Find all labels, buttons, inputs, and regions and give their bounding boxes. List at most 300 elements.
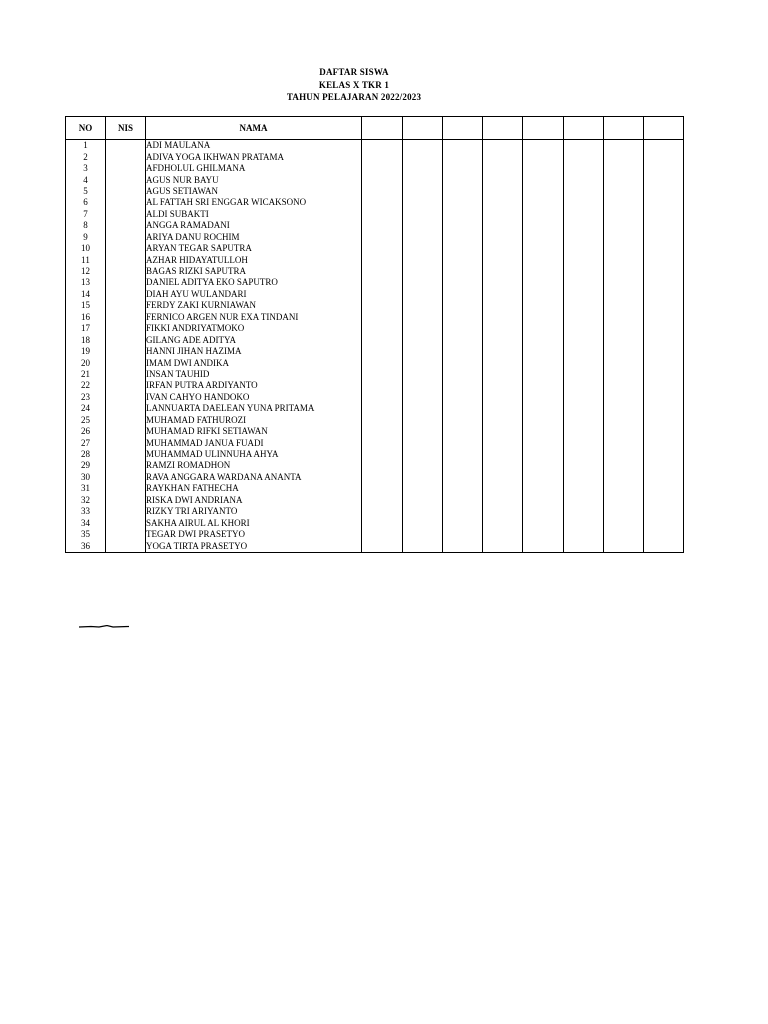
- row-blank-cell: [362, 369, 403, 380]
- row-student-name: MUHAMMAD ULINNUHA AHYA: [146, 449, 362, 460]
- row-blank-cell: [443, 186, 483, 197]
- row-blank-cell: [362, 209, 403, 220]
- row-blank-cell: [644, 483, 684, 494]
- row-number: 8: [66, 220, 106, 231]
- row-nis: [106, 209, 146, 220]
- row-blank-cell: [644, 323, 684, 334]
- row-blank-cell: [483, 529, 523, 540]
- row-number: 5: [66, 186, 106, 197]
- row-blank-cell: [644, 163, 684, 174]
- row-blank-cell: [564, 334, 604, 345]
- row-blank-cell: [604, 289, 644, 300]
- row-number: 28: [66, 449, 106, 460]
- row-nis: [106, 540, 146, 552]
- row-blank-cell: [443, 300, 483, 311]
- row-blank-cell: [564, 529, 604, 540]
- row-blank-cell: [443, 403, 483, 414]
- row-blank-cell: [403, 495, 443, 506]
- row-nis: [106, 346, 146, 357]
- row-blank-cell: [403, 289, 443, 300]
- row-blank-cell: [362, 357, 403, 368]
- row-blank-cell: [523, 483, 564, 494]
- row-blank-cell: [483, 334, 523, 345]
- row-nis: [106, 323, 146, 334]
- row-blank-cell: [523, 472, 564, 483]
- row-number: 2: [66, 151, 106, 162]
- row-student-name: RISKA DWI ANDRIANA: [146, 495, 362, 506]
- row-blank-cell: [523, 197, 564, 208]
- table-row: [66, 529, 684, 540]
- row-blank-cell: [523, 323, 564, 334]
- row-blank-cell: [362, 232, 403, 243]
- row-blank-cell: [523, 243, 564, 254]
- table-row: [66, 369, 684, 380]
- row-blank-cell: [443, 369, 483, 380]
- table-header-row: [66, 117, 684, 140]
- row-blank-cell: [604, 266, 644, 277]
- row-blank-cell: [564, 506, 604, 517]
- row-blank-cell: [604, 140, 644, 152]
- student-roster-table: [65, 116, 684, 553]
- row-blank-cell: [523, 277, 564, 288]
- row-blank-cell: [564, 300, 604, 311]
- row-blank-cell: [443, 460, 483, 471]
- row-nis: [106, 472, 146, 483]
- row-blank-cell: [443, 254, 483, 265]
- row-number: 26: [66, 426, 106, 437]
- row-blank-cell: [604, 232, 644, 243]
- row-nis: [106, 495, 146, 506]
- header-blank-7: [604, 117, 644, 140]
- row-blank-cell: [483, 209, 523, 220]
- row-blank-cell: [443, 437, 483, 448]
- row-blank-cell: [644, 334, 684, 345]
- row-student-name: FERNICO ARGEN NUR EXA TINDANI: [146, 312, 362, 323]
- row-number: 27: [66, 437, 106, 448]
- table-body: [66, 140, 684, 553]
- row-blank-cell: [564, 415, 604, 426]
- table-row: [66, 197, 684, 208]
- row-blank-cell: [644, 289, 684, 300]
- row-nis: [106, 437, 146, 448]
- row-blank-cell: [403, 312, 443, 323]
- row-blank-cell: [362, 495, 403, 506]
- row-student-name: ARYAN TEGAR SAPUTRA: [146, 243, 362, 254]
- table-row: [66, 357, 684, 368]
- row-student-name: TEGAR DWI PRASETYO: [146, 529, 362, 540]
- row-blank-cell: [443, 483, 483, 494]
- row-blank-cell: [483, 289, 523, 300]
- row-blank-cell: [403, 506, 443, 517]
- row-blank-cell: [523, 449, 564, 460]
- row-blank-cell: [483, 449, 523, 460]
- row-blank-cell: [523, 346, 564, 357]
- row-blank-cell: [523, 380, 564, 391]
- row-blank-cell: [604, 426, 644, 437]
- row-number: 9: [66, 232, 106, 243]
- row-blank-cell: [564, 174, 604, 185]
- header-no: NO: [66, 117, 106, 140]
- row-nis: [106, 529, 146, 540]
- row-blank-cell: [403, 437, 443, 448]
- row-blank-cell: [362, 506, 403, 517]
- row-blank-cell: [483, 323, 523, 334]
- row-blank-cell: [604, 380, 644, 391]
- row-student-name: AGUS SETIAWAN: [146, 186, 362, 197]
- row-blank-cell: [604, 483, 644, 494]
- row-blank-cell: [564, 369, 604, 380]
- row-blank-cell: [362, 163, 403, 174]
- row-student-name: DIAH AYU WULANDARI: [146, 289, 362, 300]
- row-blank-cell: [523, 140, 564, 152]
- row-blank-cell: [443, 334, 483, 345]
- row-blank-cell: [564, 495, 604, 506]
- row-blank-cell: [483, 369, 523, 380]
- row-blank-cell: [403, 323, 443, 334]
- row-blank-cell: [644, 232, 684, 243]
- row-blank-cell: [644, 437, 684, 448]
- row-blank-cell: [403, 209, 443, 220]
- row-blank-cell: [523, 289, 564, 300]
- row-nis: [106, 426, 146, 437]
- row-blank-cell: [362, 197, 403, 208]
- row-nis: [106, 140, 146, 152]
- row-blank-cell: [644, 403, 684, 414]
- row-student-name: ANGGA RAMADANI: [146, 220, 362, 231]
- row-blank-cell: [443, 220, 483, 231]
- row-blank-cell: [403, 174, 443, 185]
- row-blank-cell: [362, 334, 403, 345]
- row-number: 3: [66, 163, 106, 174]
- row-blank-cell: [564, 277, 604, 288]
- row-number: 30: [66, 472, 106, 483]
- row-blank-cell: [403, 300, 443, 311]
- row-blank-cell: [644, 186, 684, 197]
- row-blank-cell: [644, 426, 684, 437]
- row-blank-cell: [523, 426, 564, 437]
- row-blank-cell: [403, 232, 443, 243]
- row-student-name: INSAN TAUHID: [146, 369, 362, 380]
- row-student-name: RIZKY TRI ARIYANTO: [146, 506, 362, 517]
- row-blank-cell: [403, 197, 443, 208]
- row-student-name: GILANG ADE ADITYA: [146, 334, 362, 345]
- row-blank-cell: [483, 437, 523, 448]
- row-blank-cell: [483, 357, 523, 368]
- row-blank-cell: [403, 449, 443, 460]
- row-blank-cell: [362, 449, 403, 460]
- row-student-name: IRFAN PUTRA ARDIYANTO: [146, 380, 362, 391]
- row-blank-cell: [443, 163, 483, 174]
- row-blank-cell: [564, 540, 604, 552]
- row-student-name: RAVA ANGGARA WARDANA ANANTA: [146, 472, 362, 483]
- title-line-3: TAHUN PELAJARAN 2022/2023: [286, 92, 422, 102]
- row-student-name: IMAM DWI ANDIKA: [146, 357, 362, 368]
- row-blank-cell: [443, 495, 483, 506]
- row-blank-cell: [523, 186, 564, 197]
- row-blank-cell: [362, 277, 403, 288]
- row-number: 14: [66, 289, 106, 300]
- row-blank-cell: [644, 392, 684, 403]
- row-blank-cell: [483, 163, 523, 174]
- row-student-name: ADI MAULANA: [146, 140, 362, 152]
- row-blank-cell: [604, 529, 644, 540]
- row-nis: [106, 392, 146, 403]
- row-number: 21: [66, 369, 106, 380]
- row-student-name: DANIEL ADITYA EKO SAPUTRO: [146, 277, 362, 288]
- table-row: [66, 209, 684, 220]
- title-line-2: KELAS X TKR 1: [318, 79, 390, 90]
- table-row: [66, 346, 684, 357]
- row-blank-cell: [483, 380, 523, 391]
- row-student-name: IVAN CAHYO HANDOKO: [146, 392, 362, 403]
- row-blank-cell: [362, 254, 403, 265]
- header-blank-5: [523, 117, 564, 140]
- row-blank-cell: [644, 380, 684, 391]
- row-nis: [106, 483, 146, 494]
- table-row: [66, 472, 684, 483]
- row-blank-cell: [564, 243, 604, 254]
- table-row: [66, 517, 684, 528]
- row-blank-cell: [483, 392, 523, 403]
- row-blank-cell: [564, 197, 604, 208]
- row-blank-cell: [443, 174, 483, 185]
- row-blank-cell: [362, 140, 403, 152]
- row-blank-cell: [443, 529, 483, 540]
- row-blank-cell: [362, 483, 403, 494]
- row-blank-cell: [604, 277, 644, 288]
- row-blank-cell: [644, 300, 684, 311]
- row-blank-cell: [483, 197, 523, 208]
- row-blank-cell: [403, 529, 443, 540]
- row-blank-cell: [483, 426, 523, 437]
- table-row: [66, 460, 684, 471]
- row-blank-cell: [403, 483, 443, 494]
- row-blank-cell: [443, 312, 483, 323]
- row-blank-cell: [362, 517, 403, 528]
- row-blank-cell: [483, 483, 523, 494]
- row-student-name: RAYKHAN FATHECHA: [146, 483, 362, 494]
- row-nis: [106, 449, 146, 460]
- row-number: 4: [66, 174, 106, 185]
- row-blank-cell: [443, 380, 483, 391]
- row-number: 22: [66, 380, 106, 391]
- row-student-name: YOGA TIRTA PRASETYO: [146, 540, 362, 552]
- row-blank-cell: [564, 163, 604, 174]
- row-blank-cell: [523, 151, 564, 162]
- row-blank-cell: [362, 437, 403, 448]
- row-blank-cell: [403, 403, 443, 414]
- header-nis: NIS: [106, 117, 146, 140]
- row-blank-cell: [362, 323, 403, 334]
- row-number: 10: [66, 243, 106, 254]
- row-blank-cell: [604, 517, 644, 528]
- row-blank-cell: [362, 266, 403, 277]
- row-blank-cell: [523, 220, 564, 231]
- row-blank-cell: [644, 312, 684, 323]
- row-blank-cell: [443, 209, 483, 220]
- row-student-name: SAKHA AIRUL AL KHORI: [146, 517, 362, 528]
- row-number: 25: [66, 415, 106, 426]
- row-blank-cell: [604, 392, 644, 403]
- row-blank-cell: [564, 140, 604, 152]
- row-blank-cell: [483, 472, 523, 483]
- row-blank-cell: [604, 151, 644, 162]
- table-row: [66, 140, 684, 152]
- row-student-name: BAGAS RIZKI SAPUTRA: [146, 266, 362, 277]
- row-number: 17: [66, 323, 106, 334]
- row-nis: [106, 357, 146, 368]
- row-blank-cell: [604, 300, 644, 311]
- row-blank-cell: [644, 495, 684, 506]
- row-blank-cell: [604, 540, 644, 552]
- table-row: [66, 380, 684, 391]
- row-blank-cell: [403, 140, 443, 152]
- row-nis: [106, 289, 146, 300]
- row-blank-cell: [403, 472, 443, 483]
- row-blank-cell: [403, 415, 443, 426]
- row-blank-cell: [403, 220, 443, 231]
- row-blank-cell: [362, 312, 403, 323]
- row-blank-cell: [604, 495, 644, 506]
- row-blank-cell: [483, 346, 523, 357]
- row-blank-cell: [443, 472, 483, 483]
- header-blank-6: [564, 117, 604, 140]
- header-blank-1: [362, 117, 403, 140]
- row-blank-cell: [443, 449, 483, 460]
- row-blank-cell: [483, 415, 523, 426]
- row-blank-cell: [403, 392, 443, 403]
- row-blank-cell: [483, 300, 523, 311]
- row-blank-cell: [564, 426, 604, 437]
- row-blank-cell: [523, 369, 564, 380]
- row-blank-cell: [443, 197, 483, 208]
- row-student-name: MUHAMAD FATHUROZI: [146, 415, 362, 426]
- row-blank-cell: [644, 529, 684, 540]
- table-row: [66, 403, 684, 414]
- row-blank-cell: [443, 243, 483, 254]
- row-blank-cell: [483, 517, 523, 528]
- row-blank-cell: [403, 277, 443, 288]
- row-number: 18: [66, 334, 106, 345]
- row-blank-cell: [564, 323, 604, 334]
- row-number: 31: [66, 483, 106, 494]
- row-student-name: LANNUARTA DAELEAN YUNA PRITAMA: [146, 403, 362, 414]
- row-blank-cell: [362, 472, 403, 483]
- row-blank-cell: [362, 289, 403, 300]
- row-blank-cell: [362, 392, 403, 403]
- row-blank-cell: [564, 312, 604, 323]
- row-student-name: FIKKI ANDRIYATMOKO: [146, 323, 362, 334]
- row-blank-cell: [644, 357, 684, 368]
- row-blank-cell: [443, 392, 483, 403]
- table-row: [66, 449, 684, 460]
- row-blank-cell: [403, 334, 443, 345]
- row-nis: [106, 186, 146, 197]
- row-blank-cell: [604, 346, 644, 357]
- row-nis: [106, 380, 146, 391]
- table-row: [66, 483, 684, 494]
- table-row: [66, 163, 684, 174]
- row-blank-cell: [644, 174, 684, 185]
- row-blank-cell: [403, 517, 443, 528]
- table-row: [66, 334, 684, 345]
- row-blank-cell: [443, 323, 483, 334]
- row-blank-cell: [403, 369, 443, 380]
- row-blank-cell: [604, 243, 644, 254]
- row-blank-cell: [604, 357, 644, 368]
- row-blank-cell: [564, 151, 604, 162]
- table-row: [66, 277, 684, 288]
- row-blank-cell: [483, 266, 523, 277]
- table-row: [66, 323, 684, 334]
- table-row: [66, 506, 684, 517]
- header-blank-2: [403, 117, 443, 140]
- row-blank-cell: [564, 232, 604, 243]
- row-blank-cell: [523, 357, 564, 368]
- row-blank-cell: [483, 151, 523, 162]
- row-blank-cell: [523, 174, 564, 185]
- row-nis: [106, 266, 146, 277]
- row-blank-cell: [604, 186, 644, 197]
- row-student-name: AL FATTAH SRI ENGGAR WICAKSONO: [146, 197, 362, 208]
- row-nis: [106, 312, 146, 323]
- row-blank-cell: [604, 163, 644, 174]
- row-blank-cell: [644, 197, 684, 208]
- row-nis: [106, 517, 146, 528]
- row-number: 7: [66, 209, 106, 220]
- row-blank-cell: [483, 232, 523, 243]
- signature-mark: [79, 625, 129, 628]
- header-blank-4: [483, 117, 523, 140]
- row-nis: [106, 369, 146, 380]
- row-blank-cell: [523, 529, 564, 540]
- row-blank-cell: [403, 426, 443, 437]
- row-blank-cell: [523, 506, 564, 517]
- row-number: 19: [66, 346, 106, 357]
- row-blank-cell: [644, 140, 684, 152]
- row-blank-cell: [644, 209, 684, 220]
- row-blank-cell: [403, 540, 443, 552]
- row-blank-cell: [644, 415, 684, 426]
- row-blank-cell: [564, 266, 604, 277]
- row-blank-cell: [403, 357, 443, 368]
- row-blank-cell: [644, 151, 684, 162]
- row-blank-cell: [644, 277, 684, 288]
- row-blank-cell: [644, 369, 684, 380]
- row-student-name: RAMZI ROMADHON: [146, 460, 362, 471]
- row-blank-cell: [604, 254, 644, 265]
- table-row: [66, 232, 684, 243]
- row-blank-cell: [362, 380, 403, 391]
- row-blank-cell: [523, 540, 564, 552]
- row-blank-cell: [362, 529, 403, 540]
- row-blank-cell: [523, 312, 564, 323]
- table-row: [66, 186, 684, 197]
- row-blank-cell: [362, 151, 403, 162]
- row-blank-cell: [644, 540, 684, 552]
- row-blank-cell: [483, 243, 523, 254]
- table-row: [66, 540, 684, 552]
- table-row: [66, 426, 684, 437]
- row-blank-cell: [443, 232, 483, 243]
- row-blank-cell: [523, 415, 564, 426]
- row-blank-cell: [443, 266, 483, 277]
- row-blank-cell: [523, 460, 564, 471]
- table-row: [66, 243, 684, 254]
- row-number: 20: [66, 357, 106, 368]
- row-number: 13: [66, 277, 106, 288]
- row-nis: [106, 460, 146, 471]
